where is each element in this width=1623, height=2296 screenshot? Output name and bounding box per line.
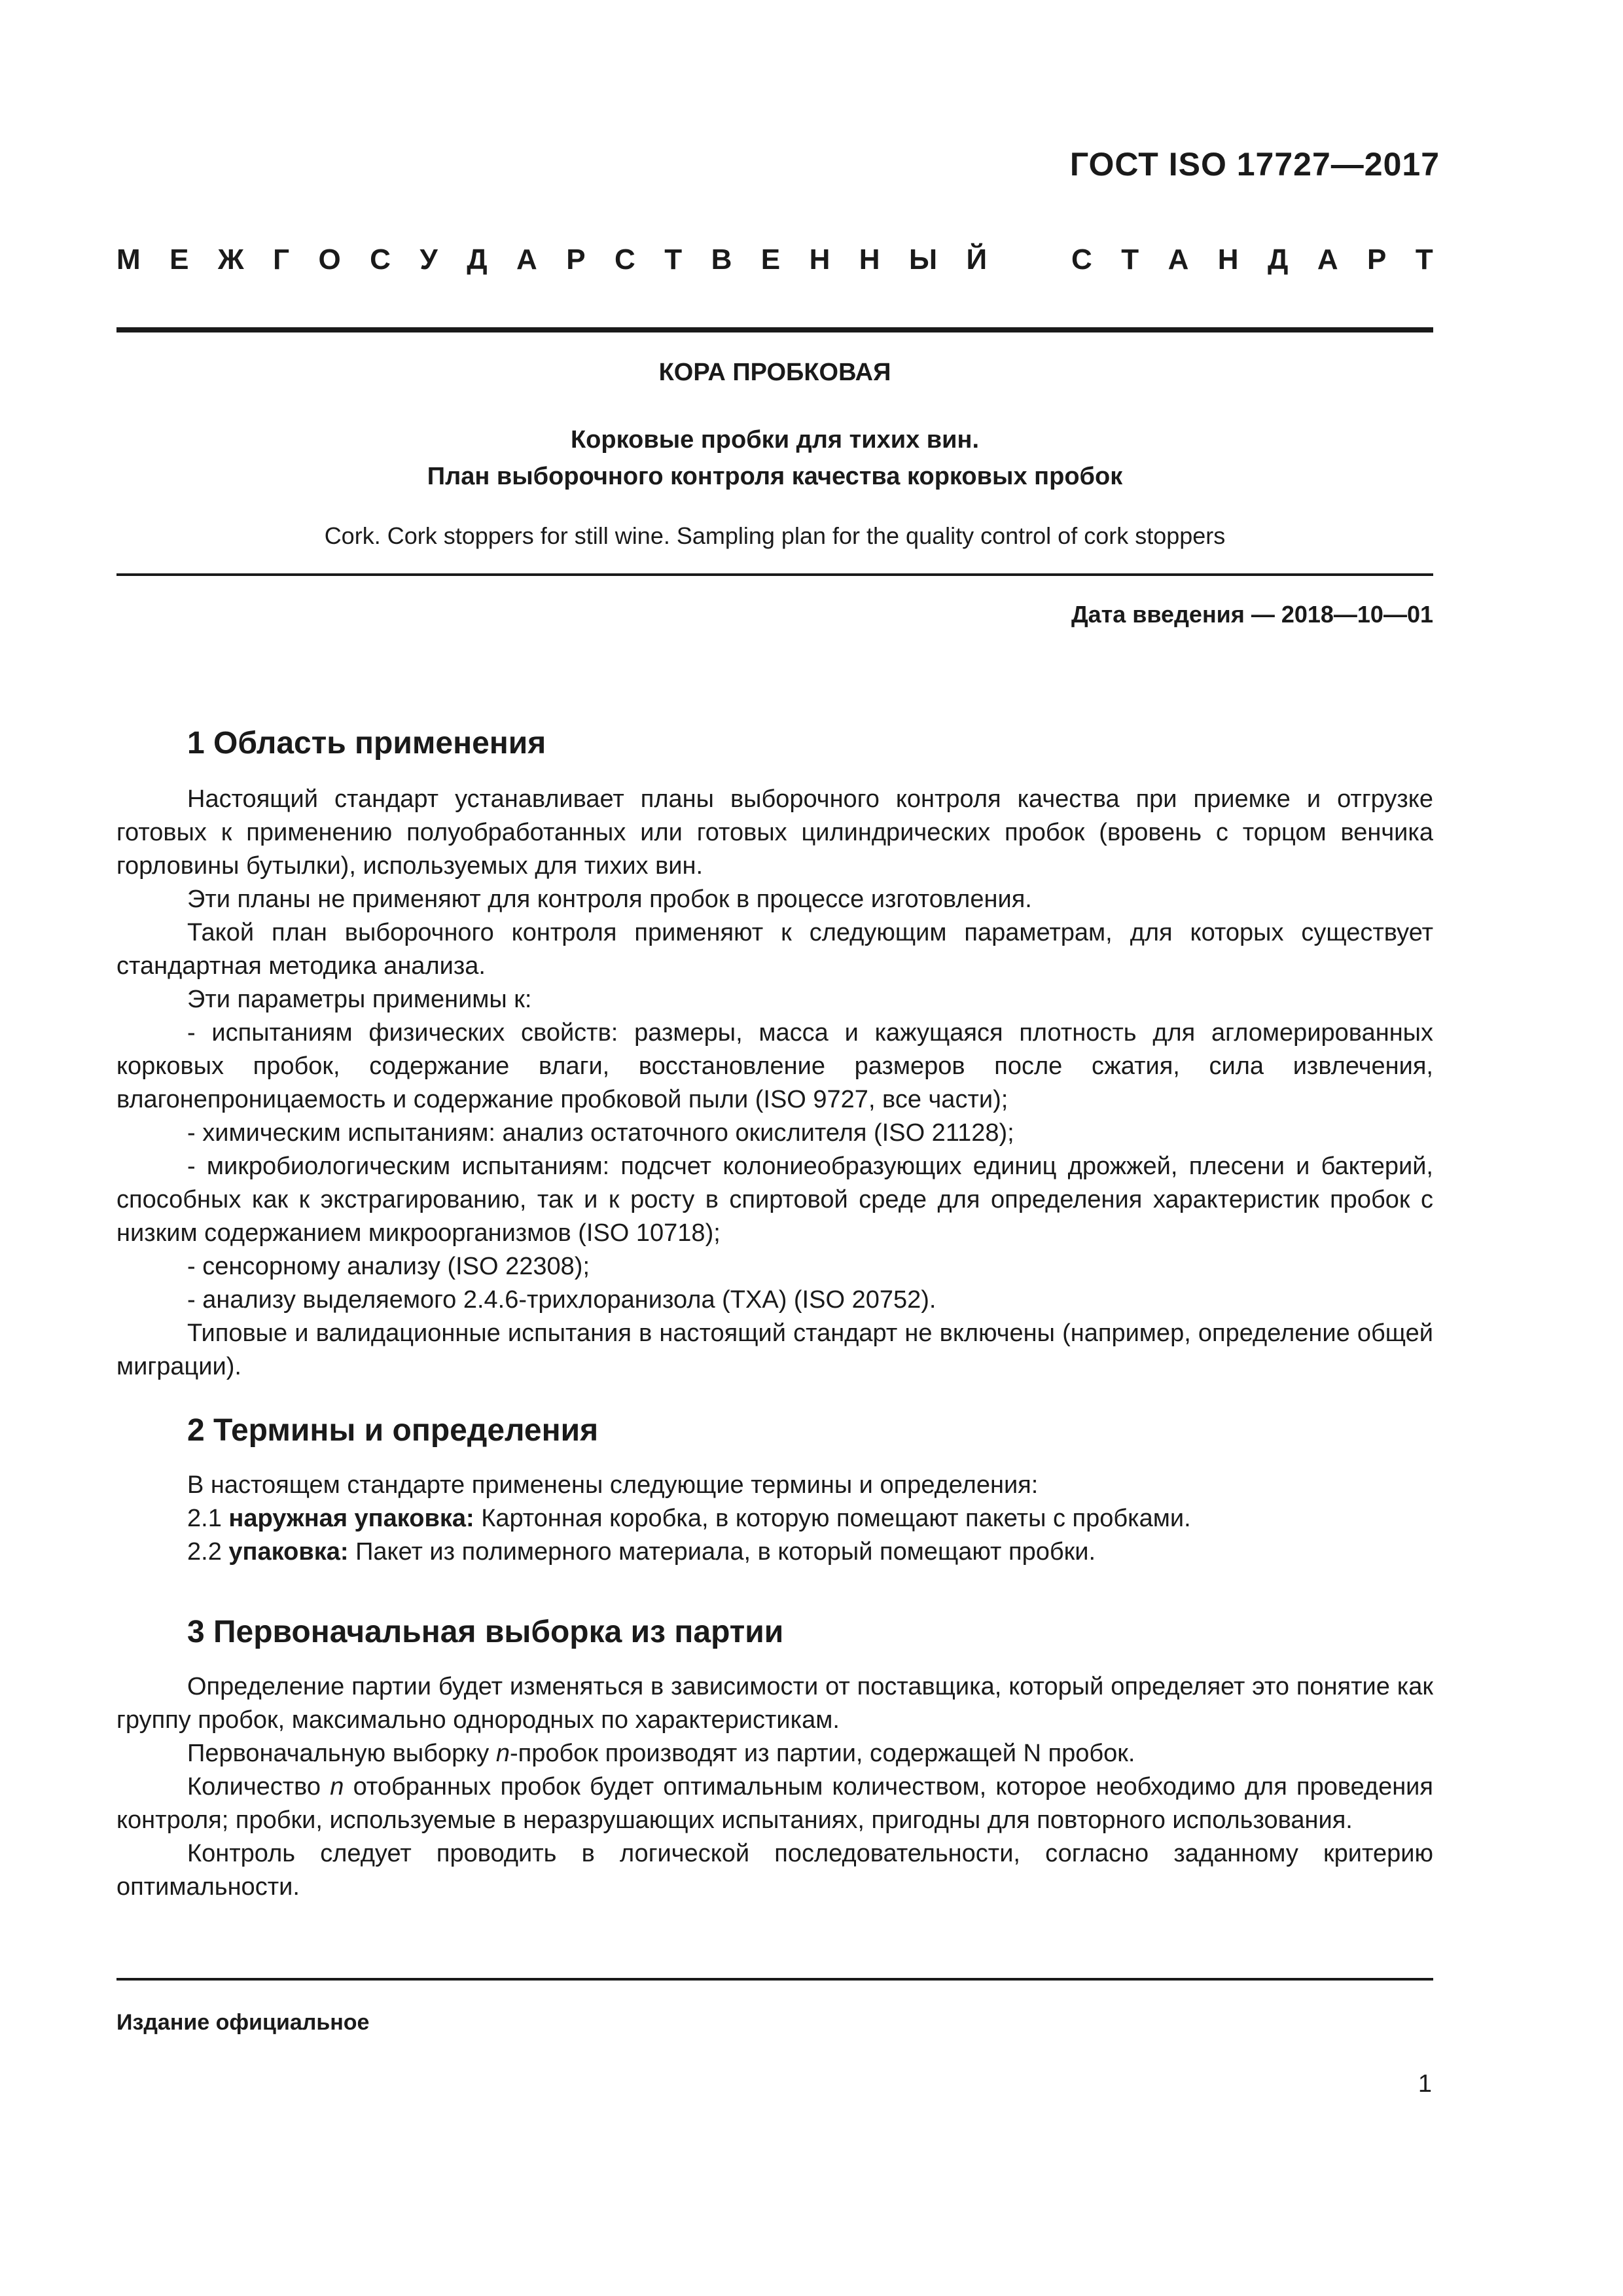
interstate-standard-caption (116, 243, 1433, 276)
paragraph: Определение партии будет изменяться в зависимости от поставщика, который определяет это понятие как группу пробок, максимально однородных по характеристикам. (116, 1673, 1433, 1734)
caption-letter: Д (1268, 243, 1289, 276)
gost-code: ГОСТ ISO 17727—2017 (1069, 146, 1440, 183)
section-2-body (116, 1469, 1433, 1569)
caption-letter: Г (273, 243, 290, 276)
subtitle-line-1: Корковые пробки для тихих вин. (570, 426, 979, 454)
caption-letter: Е (169, 243, 189, 276)
paragraph: В настоящем стандарте применены следующие термины и определения: (187, 1471, 1039, 1499)
caption-letter: Й (966, 243, 988, 276)
definition: Пакет из полимерного материала, в который помещают пробки. (355, 1538, 1096, 1566)
paragraph (116, 1770, 1433, 1837)
section-2-heading: 2 Термины и определения (187, 1413, 599, 1448)
definition: Картонная коробка, в которую помещают пакеты с пробками. (481, 1505, 1191, 1532)
paragraph: Настоящий стандарт устанавливает планы выборочного контроля качества при приемке и отгрузке готовых к применению полуобработанных или готовых цилиндрических пробок (вровень с торцом венчика горловины бутылки), используемых для тихих вин. (116, 785, 1433, 880)
caption-letter: Д (467, 243, 488, 276)
caption-letter: У (419, 243, 438, 276)
section-1-heading: 1 Область применения (187, 726, 546, 761)
term-definition (116, 1535, 1433, 1569)
caption-letter: Н (859, 243, 880, 276)
list-item: - испытаниям физических свойств: размеры, масса и кажущаяся плотность для агломерированных корковых пробок, содержание влаги, восстановление размеров после сжатия, сила извлечения, влагонепроницаемость и содержание пробковой пыли (ISO 9727, все части); (116, 1019, 1433, 1113)
page-number: 1 (1418, 2070, 1432, 2098)
caption-letter: С (615, 243, 635, 276)
section-3-body (116, 1670, 1433, 1904)
caption-letter: С (370, 243, 391, 276)
caption-letter: А (1317, 243, 1338, 276)
paragraph: Эти параметры применимы к: (187, 986, 532, 1013)
caption-letter: С (1071, 243, 1092, 276)
term-number: 2.1 (187, 1505, 222, 1532)
footer-rule (116, 1978, 1433, 1981)
official-edition-label: Издание официальное (116, 2010, 370, 2035)
caption-letter: Р (1367, 243, 1387, 276)
list-item: - микробиологическим испытаниям: подсчет колониеобразующих единиц дрожжей, плесени и бактерий, способных как к экстрагированию, так и к росту в спиртовой среде для определения характеристик пробок с низким содержанием микроорганизмов (ISO 10718); (116, 1153, 1433, 1247)
caption-letter: Р (566, 243, 586, 276)
list-item: - химическим испытаниям: анализ остаточного окислителя (ISO 21128); (187, 1119, 1014, 1147)
caption-letter: М (116, 243, 141, 276)
paragraph: Такой план выборочного контроля применяют к следующим параметрам, для которых существует стандартная методика анализа. (116, 919, 1433, 980)
paragraph: Контроль следует проводить в логической последовательности, согласно заданному критерию оптимальности. (116, 1840, 1433, 1901)
text-run: Первоначальную выборку (187, 1740, 496, 1767)
caption-letter: Н (1217, 243, 1239, 276)
caption-letter: Н (809, 243, 830, 276)
caption-letter: Ы (909, 243, 938, 276)
section-1-body (116, 783, 1433, 1384)
term-definition (116, 1502, 1433, 1535)
paragraph: Эти планы не применяют для контроля пробок в процессе изготовления. (187, 886, 1032, 913)
variable-n: n (495, 1740, 510, 1767)
paragraph (116, 1737, 1433, 1770)
text-run: Количество (187, 1773, 330, 1801)
caption-letter: А (1168, 243, 1189, 276)
caption-letter: А (516, 243, 537, 276)
caption-letter: О (318, 243, 341, 276)
term: упаковка: (228, 1538, 349, 1566)
english-title: Cork. Cork stoppers for still wine. Sampling plan for the quality control of cork stoppers (324, 522, 1226, 549)
caption-word-gap (1016, 243, 1043, 276)
caption-letter: Т (1121, 243, 1139, 276)
text-run: отобранных пробок будет оптимальным количеством, которое необходимо для проведения контроля; пробки, используемые в неразрушающих испытаниях, пригодны для повторного использования. (116, 1773, 1433, 1834)
introduction-date: Дата введения — 2018—10—01 (1071, 601, 1433, 628)
list-item: - анализу выделяемого 2.4.6-трихлоранизола (ТХА) (ISO 20752). (187, 1286, 936, 1314)
document-title: КОРА ПРОБКОВАЯ (658, 359, 891, 386)
variable-n: n (330, 1773, 344, 1801)
subtitle-line-2: План выборочного контроля качества корковых пробок (427, 463, 1123, 490)
caption-letter: Т (664, 243, 683, 276)
paragraph: Типовые и валидационные испытания в настоящий стандарт не включены (например, определение общей миграции). (116, 1319, 1433, 1380)
title-rule (116, 573, 1433, 576)
caption-letter: Т (1415, 243, 1433, 276)
caption-letter: В (711, 243, 732, 276)
section-3-heading: 3 Первоначальная выборка из партии (187, 1615, 784, 1649)
list-item: - сенсорному анализу (ISO 22308); (187, 1253, 590, 1280)
caption-letter: Е (760, 243, 781, 276)
text-run: -пробок производят из партии, содержащей N пробок. (510, 1740, 1135, 1767)
header-rule (116, 327, 1433, 332)
term-number: 2.2 (187, 1538, 222, 1566)
term: наружная упаковка: (228, 1505, 474, 1532)
caption-letter: Ж (217, 243, 244, 276)
